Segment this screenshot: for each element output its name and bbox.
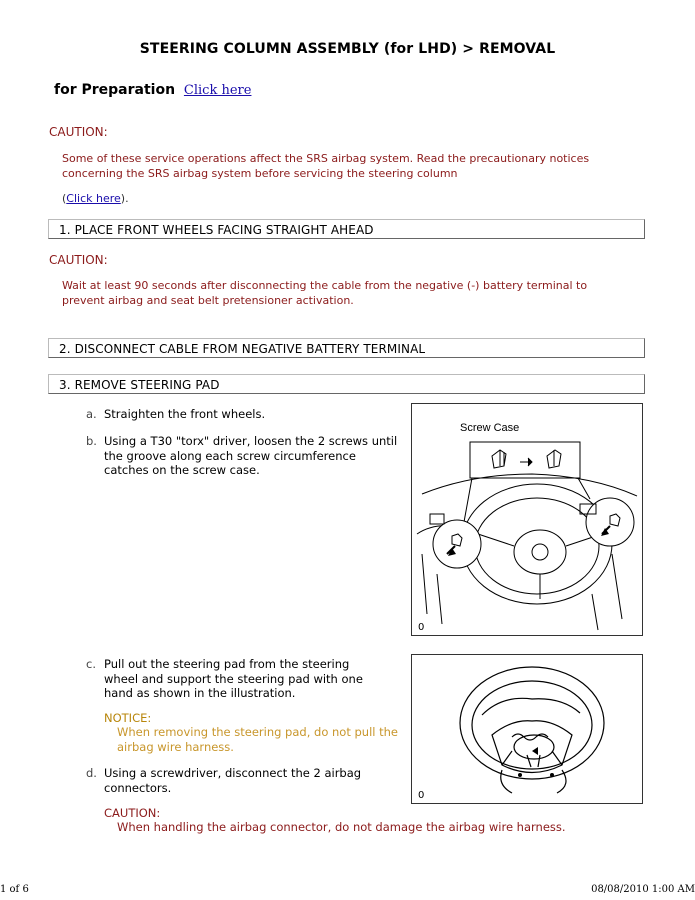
- steering-pad-illustration: [412, 655, 642, 803]
- caution-heading: CAUTION:: [104, 806, 161, 820]
- page-number: 1 of 6: [0, 884, 29, 895]
- caution-text: [62, 279, 632, 308]
- caution-heading: CAUTION:: [49, 253, 108, 267]
- step-2-header: 2. DISCONNECT CABLE FROM NEGATIVE BATTERY TERMINAL: [48, 338, 645, 358]
- caution-link-line: [62, 192, 632, 207]
- caution-heading: CAUTION:: [49, 125, 108, 139]
- caution-line: Wait at least 90 seconds after disconnecting the cable from the negative (-) battery terminal to: [62, 279, 588, 292]
- srs-precaution-link[interactable]: Click here: [66, 192, 121, 205]
- figure-code: 0: [418, 790, 425, 801]
- figure-code: 0: [418, 622, 425, 633]
- notice-text: When removing the steering pad, do not pull the airbag wire harness.: [117, 725, 399, 754]
- preparation-line: [54, 82, 251, 98]
- page-title: STEERING COLUMN ASSEMBLY (for LHD) > REMOVAL: [139, 41, 556, 57]
- paren-close: ).: [120, 192, 129, 205]
- substep-d: [86, 766, 376, 795]
- figure-steering-pad: [411, 654, 643, 804]
- caution-text: [62, 152, 632, 181]
- steering-wheel-illustration: [412, 404, 642, 635]
- caution-text: When handling the airbag connector, do not damage the airbag wire harness.: [117, 820, 566, 834]
- caution-line: Some of these service operations affect the SRS airbag system. Read the precautionary notices: [62, 152, 590, 165]
- preparation-link[interactable]: Click here: [183, 83, 252, 98]
- substep-letter: b.: [86, 434, 97, 448]
- substep-text: Straighten the front wheels.: [104, 407, 266, 421]
- preparation-label: for Preparation: [54, 82, 176, 98]
- notice-heading: [104, 711, 151, 725]
- caution-line: prevent airbag and seat belt pretensioner activation.: [62, 293, 354, 307]
- substep-b: [86, 434, 404, 478]
- substep-letter: c.: [86, 657, 96, 671]
- substep-text: Using a T30 "torx" driver, loosen the 2 screws until the groove along each screw circumference catches on the screw case.: [104, 434, 398, 477]
- print-datetime: 08/08/2010 1:00 AM: [591, 884, 695, 895]
- substep-letter: d.: [86, 766, 97, 780]
- notice-label: NOTICE:: [104, 711, 152, 725]
- substep-letter: a.: [86, 407, 97, 421]
- figure-label: Screw Case: [460, 422, 520, 434]
- substep-a: [86, 407, 406, 422]
- substep-text: Pull out the steering pad from the steering wheel and support the steering pad with one hand as shown in the illustration.: [104, 657, 363, 700]
- step-1-header: 1. PLACE FRONT WHEELS FACING STRAIGHT AHEAD: [48, 219, 645, 239]
- substep-text: Using a screwdriver, disconnect the 2 airbag connectors.: [104, 766, 362, 795]
- paren-open: (: [62, 192, 67, 205]
- substep-c: [86, 657, 386, 701]
- caution-line: concerning the SRS airbag system before servicing the steering column: [62, 166, 458, 180]
- figure-screw-case: [411, 403, 643, 636]
- step-3-header: 3. REMOVE STEERING PAD: [48, 374, 645, 394]
